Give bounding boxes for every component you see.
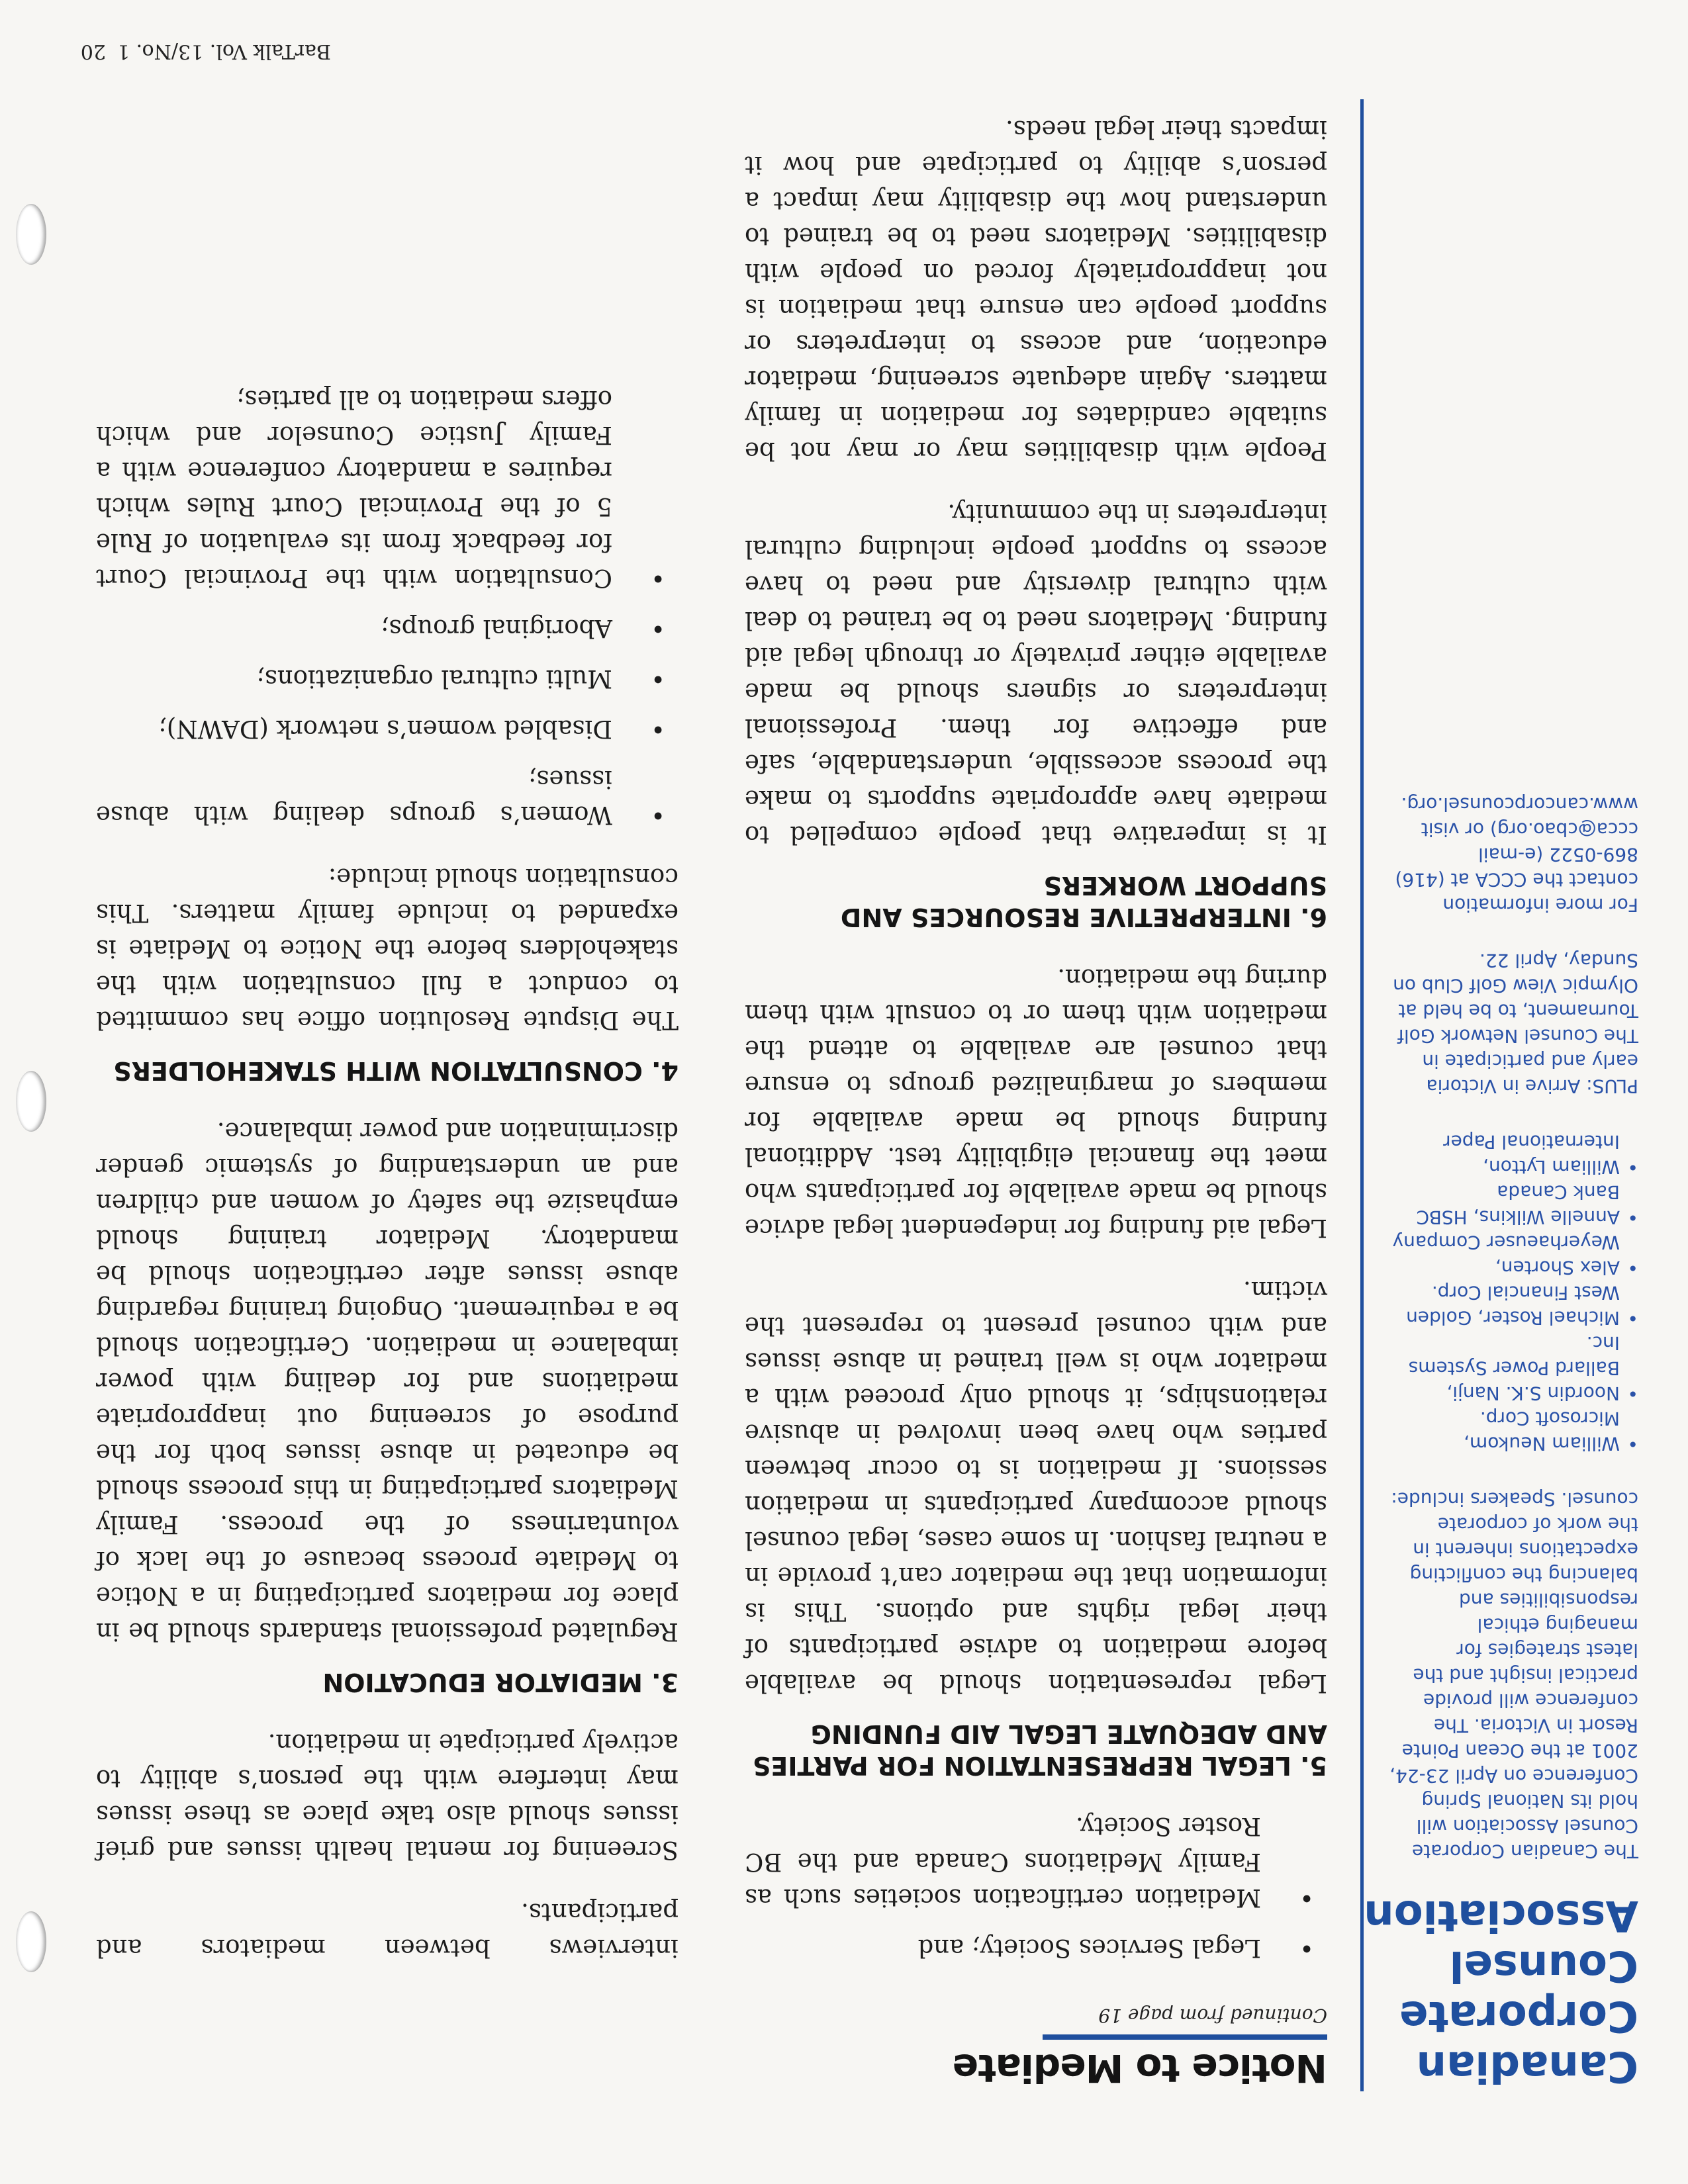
speaker-item: • William Neukom, Microsoft Corp. bbox=[1383, 1406, 1638, 1456]
list-item: • Aboriginal groups; bbox=[96, 610, 679, 646]
section-heading-4: 4. CONSULTATION WITH STAKEHOLDERS bbox=[113, 1056, 679, 1085]
article-title: Notice to Mediate bbox=[953, 2046, 1327, 2091]
punch-hole bbox=[16, 204, 46, 265]
paragraph: Regulated professional standards should be in place for mediators participating in a Notice to Mediate process because of the lack of voluntariness of the process. Family Mediators participating in this process should be educated in abuse issues both for the purpose of screening out inappropriate mediations and for dealing with power imbalance in mediation. Certification should be a requirement. Ongoing training regarding abuse issues after certification should be mandatory. Mediator training should emphasize the safety of women and children and an understanding of systemic gender discrimination and power imbalance. bbox=[96, 1117, 679, 1646]
section-heading-6: 6. INTERPRETIVE RESOURCES AND SUPPORT WORKERS bbox=[840, 871, 1327, 932]
speaker-item: • Alex Shorten, Weyerhaeuser Company bbox=[1383, 1230, 1638, 1280]
title-rule bbox=[1043, 2034, 1327, 2040]
journal-footer: BarTalk Vol. 13/No. 1 bbox=[117, 40, 331, 63]
list-item: • Mediation certification societies such as Family Mediations Canada and the BC Roster Society. bbox=[745, 1808, 1327, 1915]
section-heading-5: 5. LEGAL REPRESENTATION FOR PARTIES AND ADEQUATE LEGAL AID FUNDING bbox=[752, 1719, 1327, 1780]
ccca-intro: The Canadian Corporate Counsel Association will hold its National Spring Conference on April 23-24, 2001 at the Ocean Pointe Resort in Victoria. The conference will provide practical insight and the latest strategies for managing ethical responsibilities and balancing the conflicting expectations inherent in the work of corporate counsel. Speakers include: bbox=[1389, 1488, 1638, 1862]
list-item: • Legal Services Society; and bbox=[745, 1930, 1327, 1966]
list-item: • Multi cultural organizations; bbox=[96, 660, 679, 696]
paragraph: Legal representation should be available before mediation to advise participants of their legal rights and options. This is information that the mediator can’t provide in a neutral fashion. In some cases, legal counsel should accompany participants in mediation sessions. If mediation is to occur between parties who have been involved in abusive relationships, it should only proceed with a mediator who is well trained in abuse issues and with counsel present to represent the victim. bbox=[745, 1276, 1327, 1698]
paragraph: interviews between mediators and participants. bbox=[96, 1898, 679, 1962]
speaker-list bbox=[1383, 1129, 1638, 1456]
paragraph: It is imperative that people compelled to mediate have appropriate supports to make the process accessible, understandable, safe and effective for them. Professional interpreters or signers should be made available either privately or through legal aid funding. Mediators need to be trained to deal with cultural diversity and need to have access to support people including cultural interpreters in the community. bbox=[745, 499, 1327, 849]
continued-from: Continued from page 19 bbox=[1098, 2005, 1327, 2026]
article-header bbox=[70, 2005, 1327, 2091]
list-item: • Disabled women’s network (DAWN); bbox=[96, 711, 679, 747]
speaker-item: • Michael Roster, Golden West Financial Corp. bbox=[1383, 1280, 1638, 1330]
golf-tournament-note: PLUS: Arrive in Victoria early and participate in The Counsel Network Golf Tournament, to be held at Olympic View Golf Club on Sunday, April 22. bbox=[1393, 950, 1638, 1097]
punch-hole bbox=[16, 1911, 46, 1972]
list-item: • Consultation with the Provincial Court for feedback from its evaluation of Rule 5 of the Provincial Court Rules which requires a mandatory conference with a Family Justice Counselor and which offers mediation to all parties; bbox=[96, 381, 679, 596]
ccca-title: Canadian Corporate Counsel Association bbox=[1364, 1891, 1638, 2091]
speaker-item: • Noordin S.K. Nanji, Ballard Power Systems Inc. bbox=[1383, 1330, 1638, 1406]
paragraph: The Dispute Resolution office has committed to conduct a full consultation with the stakeholders before the Notice to Mediate is expanded to include family matters. This consultation should include: bbox=[96, 863, 679, 1034]
paragraph: Screening for mental health issues and grief issues should also take place as these issues may interfere with the person’s ability to actively participate in mediation. bbox=[96, 1729, 679, 1864]
punch-hole bbox=[16, 1071, 46, 1132]
paragraph: People with disabilities may or may not be suitable candidates for mediation in family matters. Again adequate screening, mediator education, and access to interpreters or support people can ensure that mediation is not inappropriately forced on people with disabilities. Mediators need to be trained to understand how the disability may impact a person’s ability to participate and how it impacts their legal needs. bbox=[745, 115, 1327, 465]
paragraph: Legal aid funding for independent legal advice should be made available for participants who meet the financial eligibility test. Additional funding should be made available for members of marginalized groups to ensure that counsel are available to attend the mediation with them or to consult with them during the mediation. bbox=[745, 964, 1327, 1242]
stakeholder-bullets-cont bbox=[745, 1808, 1327, 1966]
speaker-item: • William Lytton, International Paper bbox=[1383, 1129, 1638, 1179]
page-number: 20 bbox=[80, 40, 106, 63]
ccca-sidebar bbox=[1360, 99, 1638, 2091]
article-column-right bbox=[96, 355, 679, 1966]
article-column-left bbox=[745, 85, 1327, 1966]
contact-info: For more information contact the CCCA at (416) 869-0522 (e-mail ccca@cbao.org) or visit www.cancorpcounsel.org. bbox=[1395, 794, 1638, 916]
section-heading-3: 3. MEDIATOR EDUCATION bbox=[322, 1668, 679, 1697]
stakeholder-bullets bbox=[96, 381, 679, 833]
list-item: • Women’s groups dealing with abuse issues; bbox=[96, 761, 679, 833]
speaker-item: • Annelle Wilkins, HSBC Bank Canada bbox=[1383, 1179, 1638, 1230]
